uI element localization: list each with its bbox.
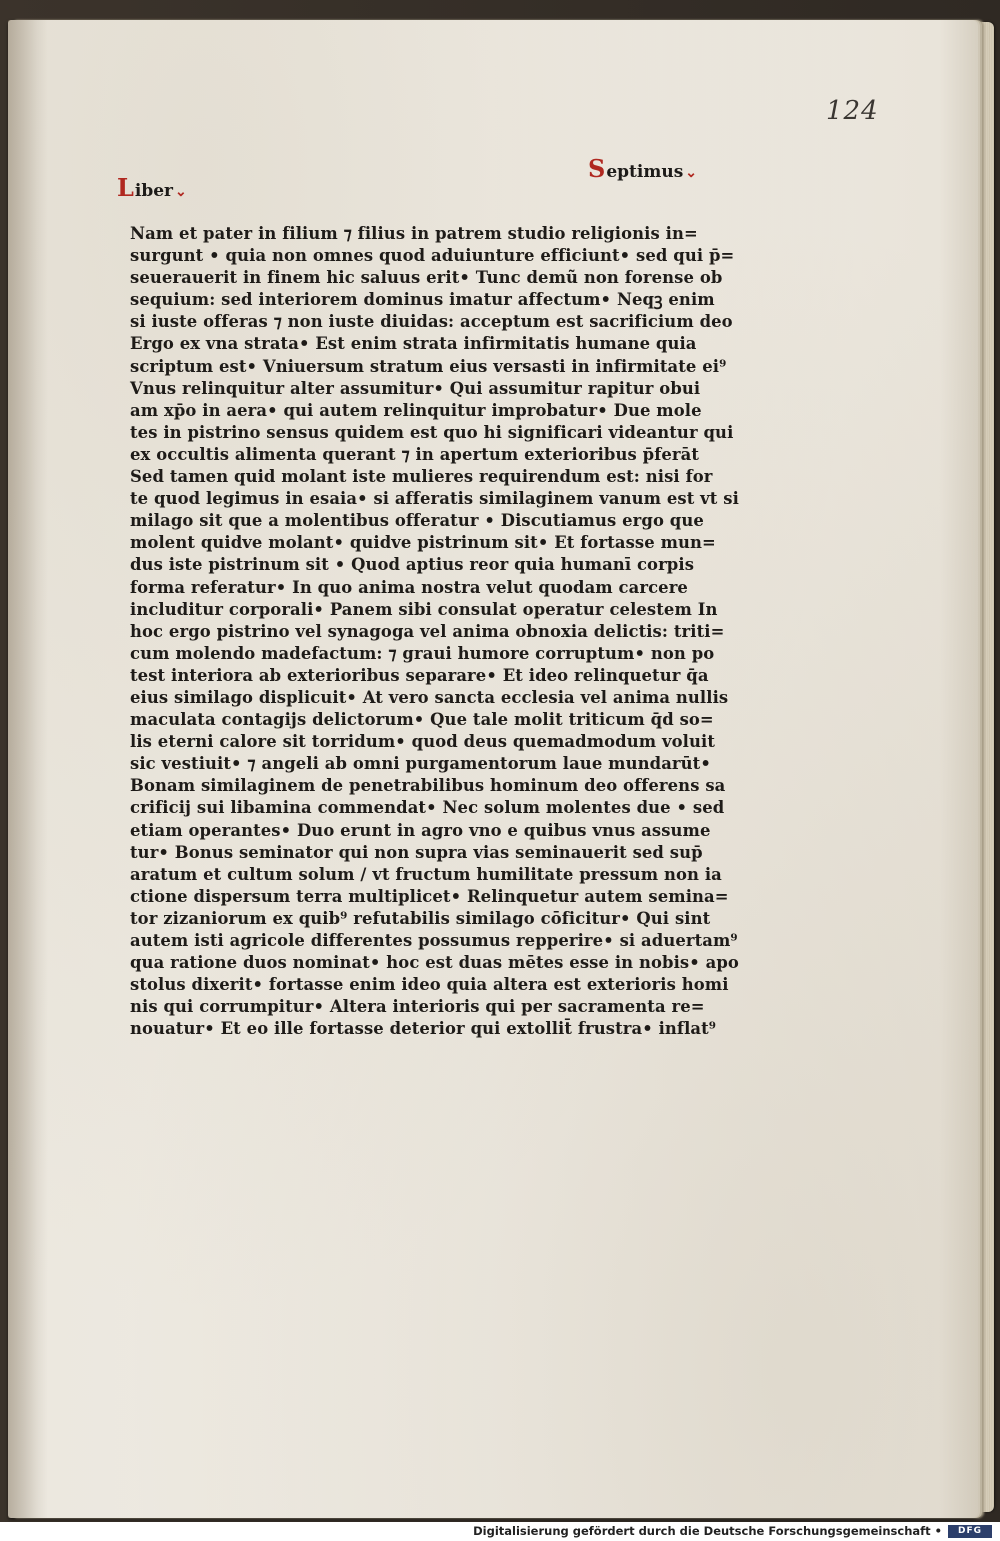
text-line: etiam operantes• Duo erunt in agro vno e quibus vnus assume: [130, 820, 711, 840]
text-line: sic vestiuit• ⁊ angeli ab omni purgamentorum laue mundarūt•: [130, 754, 711, 774]
running-head-left-text: iber: [134, 181, 173, 201]
text-line: Nam et pater in filium ⁊ filius in patrem studio religionis in=: [130, 224, 698, 243]
text-column: [130, 223, 739, 1040]
dfg-logo-icon: DFG: [948, 1525, 992, 1538]
text-line: aratum et cultum solum / vt fructum humilitate pressum non ia: [130, 864, 722, 884]
text-line: Sed tamen quid molant iste mulieres requirendum est: nisi for: [130, 467, 713, 487]
folio-number: 124: [826, 96, 879, 126]
text-line: am xp̄o in aera• qui autem relinquitur improbatur• Due mole: [130, 400, 702, 420]
text-line: scriptum est• Vniuersum stratum eius versasti in infirmitate ei⁹: [130, 356, 727, 376]
text-line: si iuste offeras ⁊ non iuste diuidas: acceptum est sacrificium deo: [130, 312, 733, 332]
running-head-right: [588, 154, 697, 183]
footer-bar: [0, 1522, 1000, 1541]
text-line: molent quidve molant• quidve pistrinum sit• Et fortasse mun=: [130, 533, 716, 553]
text-line: te quod legimus in esaia• si afferatis similaginem vanum est vt si: [130, 489, 739, 509]
text-line: Vnus relinquitur alter assumitur• Qui assumitur rapitur obui: [130, 378, 701, 398]
footer-credit: Digitalisierung gefördert durch die Deutsche Forschungsgemeinschaft •: [473, 1524, 942, 1538]
rubric-mark-icon: ⌄: [685, 165, 698, 181]
text-line: nouatur• Et eo ille fortasse deterior qui extollit̄ frustra• inflat⁹: [130, 1019, 717, 1039]
running-head-right-text: eptimus: [606, 162, 684, 182]
text-line: nis qui corrumpitur• Altera interioris qui per sacramenta re=: [130, 997, 705, 1017]
text-line: tur• Bonus seminator qui non supra vias seminauerit sed sup̄: [130, 842, 703, 862]
text-line: sequium: sed interiorem dominus imatur affectum• Neqꝫ enim: [130, 290, 715, 310]
running-head-right-initial: S: [588, 154, 606, 183]
text-line: crificij sui libamina commendat• Nec solum molentes due • sed: [130, 798, 725, 818]
page-gutter-shadow: [8, 20, 48, 1518]
text-line: lis eterni calore sit torridum• quod deus quemadmodum voluit: [130, 732, 716, 752]
text-line: maculata contagijs delictorum• Que tale molit triticum q̄d so=: [130, 710, 714, 730]
text-line: seuerauerit in finem hic saluus erit• Tunc demũ non forense ob: [130, 268, 723, 288]
text-line: eius similago displicuit• At vero sancta ecclesia vel anima nullis: [130, 687, 729, 707]
running-head-left-initial: L: [117, 173, 134, 202]
text-line: tor zizaniorum ex quib⁹ refutabilis similago cōficitur• Qui sint: [130, 908, 711, 928]
text-line: hoc ergo pistrino vel synagoga vel anima obnoxia delictis: triti=: [130, 621, 725, 641]
rubric-mark-icon: ⌄: [175, 184, 187, 200]
page-edge-stack: [976, 22, 994, 1512]
text-line: cum molendo madefactum: ⁊ graui humore corruptum• non po: [130, 643, 715, 663]
text-line: autem isti agricole differentes possumus repperire• si aduertam⁹: [130, 931, 738, 950]
text-line: stolus dixerit• fortasse enim ideo quia altera est exterioris homi: [130, 975, 729, 995]
text-line: Bonam similaginem de penetrabilibus hominum deo offerens sa: [130, 776, 726, 796]
text-line: test interiora ab exterioribus separare• Et ideo relinquetur q̄a: [130, 665, 709, 685]
text-line: forma referatur• In quo anima nostra velut quodam carcere: [130, 577, 688, 597]
running-head-left: [117, 173, 187, 202]
text-line: milago sit que a molentibus offeratur • Discutiamus ergo que: [130, 511, 704, 531]
text-line: tes in pistrino sensus quidem est quo hi significari videantur qui: [130, 422, 734, 442]
text-line: qua ratione duos nominat• hoc est duas mētes esse in nobis• apo: [130, 953, 739, 973]
text-line: ctione dispersum terra multiplicet• Relinquetur autem semina=: [130, 886, 729, 906]
text-line: ex occultis alimenta querant ⁊ in apertum exterioribus p̄ferāt: [130, 444, 700, 464]
text-line: Ergo ex vna strata• Est enim strata infirmitatis humane quia: [130, 334, 697, 354]
text-line: includitur corporali• Panem sibi consulat operatur celestem In: [130, 599, 718, 619]
text-line: dus iste pistrinum sit • Quod aptius reor quia humanī corpis: [130, 555, 695, 575]
text-line: surgunt • quia non omnes quod aduiunture efficiunt• sed qui p̄=: [130, 246, 735, 266]
